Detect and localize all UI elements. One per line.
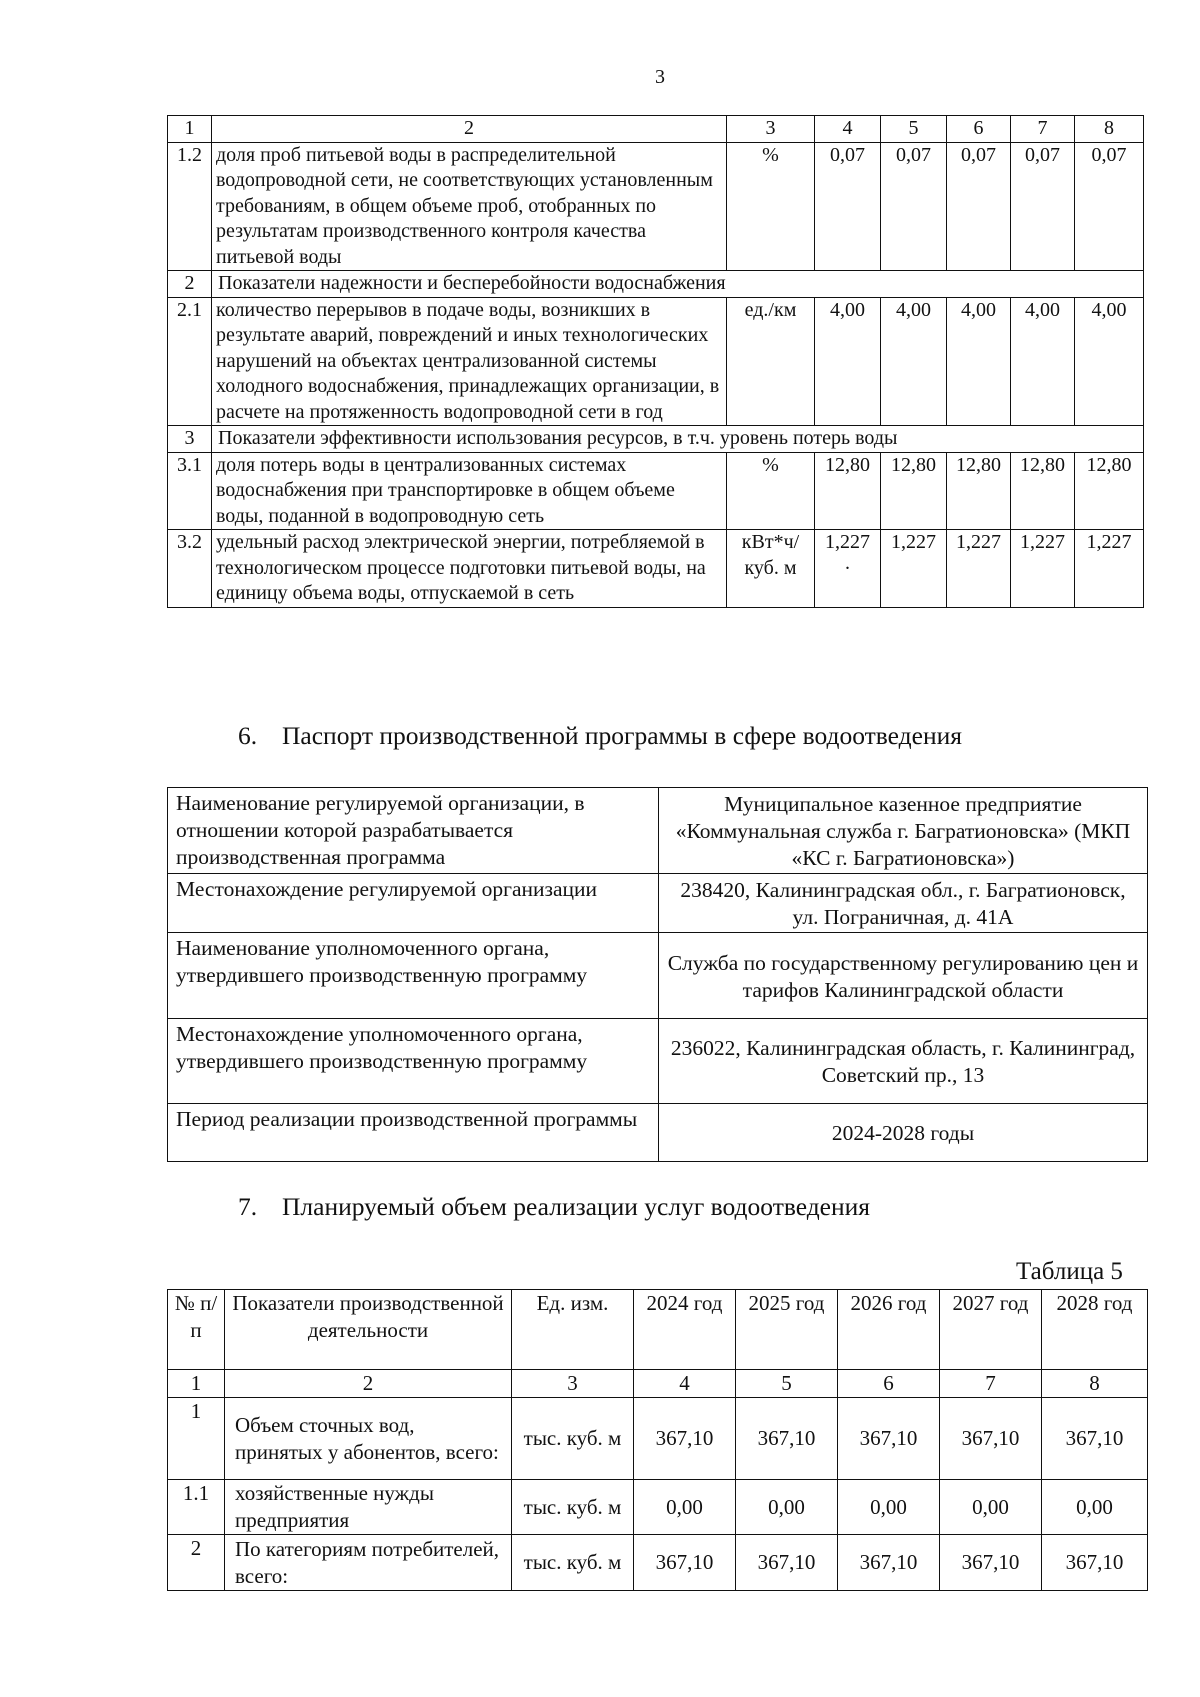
passport-label: Наименование регулируемой организации, в отношении которой разрабатывается производственная программа [168, 788, 659, 874]
index-cell: 8 [1042, 1370, 1148, 1398]
indicator-name: Объем сточных вод, принятых у абонентов, всего: [225, 1398, 512, 1480]
passport-label: Местонахождение регулируемой организации [168, 874, 659, 933]
value-cell: 0,00 [1042, 1480, 1148, 1535]
table-row [168, 297, 1144, 426]
section-title: Показатели надежности и бесперебойности водоснабжения [212, 271, 1144, 298]
value-cell: 4,00 [1075, 297, 1144, 426]
passport-label: Местонахождение уполномоченного органа, утвердившего производственную программу [168, 1019, 659, 1104]
value-text: 1,227 [825, 531, 870, 553]
value-cell: 367,10 [736, 1535, 838, 1591]
row-number: 1 [168, 1398, 225, 1480]
indicators-table [167, 115, 1144, 608]
column-index-row [168, 1370, 1148, 1398]
table-row [168, 142, 1144, 271]
indicator-name: доля потерь воды в централизованных системах водоснабжения при транспортировке в общем объеме воды, поданной в водопроводную сеть [212, 452, 727, 530]
section-row [168, 271, 1144, 298]
passport-label: Период реализации производственной программы [168, 1104, 659, 1162]
header-cell: 3 [727, 116, 815, 143]
passport-row [168, 874, 1148, 933]
value-cell: 12,80 [947, 452, 1011, 530]
value-cell: 367,10 [634, 1535, 736, 1591]
row-number: 3.1 [168, 452, 212, 530]
header-cell: 5 [881, 116, 947, 143]
value-cell: 12,80 [1011, 452, 1075, 530]
index-cell: 3 [512, 1370, 634, 1398]
section-title: Показатели эффективности использования ресурсов, в т.ч. уровень потерь воды [212, 426, 1144, 453]
passport-value: Муниципальное казенное предприятие «Коммунальная служба г. Багратионовска» (МКП «КС г. Багратионовска») [659, 788, 1148, 874]
value-cell: 4,00 [881, 297, 947, 426]
index-cell: 4 [634, 1370, 736, 1398]
value-cell: 367,10 [634, 1398, 736, 1480]
unit-cell: % [727, 452, 815, 530]
unit-cell: % [727, 142, 815, 271]
unit-cell: кВт*ч/ куб. м [727, 530, 815, 608]
passport-table [167, 787, 1148, 1162]
value-cell: 367,10 [838, 1535, 940, 1591]
row-number: 3.2 [168, 530, 212, 608]
passport-row [168, 1019, 1148, 1104]
header-cell: 8 [1075, 116, 1144, 143]
value-cell: 1,227 [881, 530, 947, 608]
section-7-heading [238, 1192, 870, 1222]
value-cell: 1,227 [1011, 530, 1075, 608]
passport-row [168, 1104, 1148, 1162]
index-cell: 6 [838, 1370, 940, 1398]
header-cell: 1 [168, 116, 212, 143]
value-cell: 1,227 [947, 530, 1011, 608]
section-title: Паспорт производственной программы в сфере водоотведения [282, 721, 962, 750]
passport-value: 2024-2028 годы [659, 1104, 1148, 1162]
section-number: 6. [238, 721, 258, 750]
unit-cell: тыс. куб. м [512, 1480, 634, 1535]
row-number: 1.2 [168, 142, 212, 271]
table-row [168, 452, 1144, 530]
value-cell: 367,10 [1042, 1398, 1148, 1480]
value-cell: 0,07 [815, 142, 881, 271]
passport-row [168, 933, 1148, 1019]
passport-value: 238420, Калининградская обл., г. Багратионовск, ул. Пограничная, д. 41А [659, 874, 1148, 933]
value-cell: 12,80 [1075, 452, 1144, 530]
row-number: 2 [168, 1535, 225, 1591]
header-cell: 4 [815, 116, 881, 143]
value-cell: 0,07 [881, 142, 947, 271]
value-cell: 12,80 [815, 452, 881, 530]
value-cell: 4,00 [815, 297, 881, 426]
indicator-name: доля проб питьевой воды в распределительной водопроводной сети, не соответствующих установленным требованиям, в общем объеме проб, отобранных по результатам производственного контроля качества питьевой воды [212, 142, 727, 271]
table-row [168, 1398, 1148, 1480]
index-cell: 2 [225, 1370, 512, 1398]
value-cell: 4,00 [1011, 297, 1075, 426]
header-cell: 2025 год [736, 1290, 838, 1370]
indicator-name: По категориям потребителей, всего: [225, 1535, 512, 1591]
page-number: 3 [655, 66, 665, 88]
passport-label: Наименование уполномоченного органа, утвердившего производственную программу [168, 933, 659, 1019]
header-cell: № п/п [168, 1290, 225, 1370]
indicator-name: удельный расход электрической энергии, потребляемой в технологическом процессе подготовки питьевой воды, на единицу объема воды, отпускаемой в сеть [212, 530, 727, 608]
row-number: 2 [168, 271, 212, 298]
index-cell: 7 [940, 1370, 1042, 1398]
table-header-row [168, 116, 1144, 143]
value-cell: 1,227 [1075, 530, 1144, 608]
scan-dot: . [845, 551, 850, 574]
services-volume-table [167, 1289, 1148, 1591]
table-row [168, 1480, 1148, 1535]
passport-row [168, 788, 1148, 874]
header-cell: 2024 год [634, 1290, 736, 1370]
index-cell: 5 [736, 1370, 838, 1398]
section-number: 7. [238, 1192, 258, 1221]
value-cell: 0,00 [838, 1480, 940, 1535]
section-row [168, 426, 1144, 453]
value-cell: 0,07 [1075, 142, 1144, 271]
unit-cell: тыс. куб. м [512, 1398, 634, 1480]
value-cell: 367,10 [838, 1398, 940, 1480]
value-cell: 367,10 [940, 1535, 1042, 1591]
value-cell: 12,80 [881, 452, 947, 530]
unit-cell: ед./км [727, 297, 815, 426]
indicator-name: хозяйственные нужды предприятия [225, 1480, 512, 1535]
passport-value: Служба по государственному регулированию цен и тарифов Калининградской области [659, 933, 1148, 1019]
index-cell: 1 [168, 1370, 225, 1398]
indicator-name: количество перерывов в подаче воды, возникших в результате аварий, повреждений и иных технологических нарушений на объектах централизованной системы холодного водоснабжения, принадлежащих организации, в расчете на протяженность водопроводной сети в год [212, 297, 727, 426]
table-row [168, 530, 1144, 608]
value-cell: 367,10 [736, 1398, 838, 1480]
header-cell: 2028 год [1042, 1290, 1148, 1370]
value-cell: 0,00 [736, 1480, 838, 1535]
value-cell: 0,00 [634, 1480, 736, 1535]
header-cell: 2026 год [838, 1290, 940, 1370]
header-cell: 2 [212, 116, 727, 143]
value-cell: 367,10 [940, 1398, 1042, 1480]
header-cell: 7 [1011, 116, 1075, 143]
section-title: Планируемый объем реализации услуг водоотведения [282, 1192, 871, 1221]
value-cell: 0,07 [947, 142, 1011, 271]
section-6-heading [238, 721, 962, 751]
passport-value: 236022, Калининградская область, г. Калининград, Советский пр., 13 [659, 1019, 1148, 1104]
row-number: 2.1 [168, 297, 212, 426]
value-cell [815, 530, 881, 608]
value-cell: 4,00 [947, 297, 1011, 426]
row-number: 1.1 [168, 1480, 225, 1535]
header-cell: Ед. изм. [512, 1290, 634, 1370]
table-row [168, 1535, 1148, 1591]
header-cell: Показатели производственной деятельности [225, 1290, 512, 1370]
table-label: Таблица 5 [1016, 1258, 1123, 1285]
table-header-row [168, 1290, 1148, 1370]
unit-cell: тыс. куб. м [512, 1535, 634, 1591]
header-cell: 6 [947, 116, 1011, 143]
value-cell: 0,00 [940, 1480, 1042, 1535]
row-number: 3 [168, 426, 212, 453]
value-cell: 367,10 [1042, 1535, 1148, 1591]
value-cell: 0,07 [1011, 142, 1075, 271]
header-cell: 2027 год [940, 1290, 1042, 1370]
